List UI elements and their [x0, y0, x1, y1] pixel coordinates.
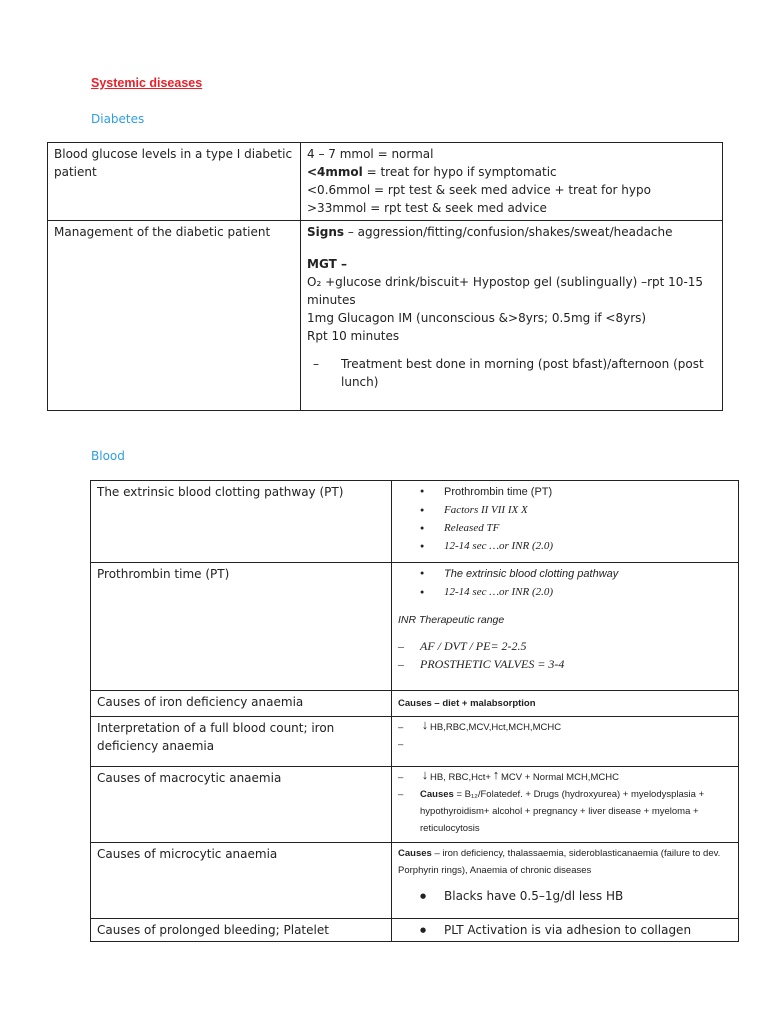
treatment-note: [307, 355, 716, 391]
list-item: ● Factors II VII IX X: [398, 501, 732, 519]
row-label: Causes of microcytic anaemia: [91, 843, 392, 919]
list-item: ● 12-14 sec …or INR (2.0): [398, 583, 732, 601]
list-item: ● PLT Activation is via adhesion to collagen: [398, 921, 732, 939]
hypo-threshold-line: <4mmol = treat for hypo if symptomatic: [307, 165, 557, 179]
glucose-levels-cell: [301, 143, 723, 221]
row-label: Prothrombin time (PT): [91, 563, 392, 691]
section-heading-diabetes: Diabetes: [91, 112, 145, 126]
causes-text: Causes – diet + malabsorption: [398, 698, 536, 709]
list-item: ● Released TF: [398, 519, 732, 537]
dash-glyph: –: [398, 789, 404, 800]
table-row: [91, 767, 739, 843]
dash-glyph: –: [398, 772, 404, 783]
section-heading-blood: Blood: [91, 449, 125, 463]
list-item: – ↓ HB, RBC,Hct+ ↑ MCV + Normal MCH,MCHC: [398, 769, 732, 786]
table-row: [91, 717, 739, 767]
extrinsic-pathway-cell: [392, 481, 739, 563]
mgt-line: 1mg Glucagon IM (unconscious &>8yrs; 0.5mg if <8yrs): [307, 311, 647, 325]
table-row: [91, 843, 739, 919]
list-item: ● Blacks have 0.5–1g/dl less HB: [398, 887, 732, 905]
table-row: [48, 221, 723, 411]
diabetes-table: [47, 142, 723, 411]
microcytic-cell: [392, 843, 739, 919]
high-threshold-line: >33mmol = rpt test & seek med advice: [307, 201, 547, 215]
list-item: – PROSTHETIC VALVES = 3-4: [398, 657, 565, 671]
management-cell: [301, 221, 723, 411]
table-row: [91, 481, 739, 563]
dash-glyph: –: [313, 357, 319, 371]
table-row: [91, 919, 739, 942]
platelet-cell: [392, 919, 739, 942]
page-title: Systemic diseases: [91, 76, 203, 90]
mgt-line: Rpt 10 minutes: [307, 329, 400, 343]
up-arrow-icon: ↑: [492, 767, 500, 782]
table-row: [91, 563, 739, 691]
blood-table: [90, 480, 739, 942]
causes-text: Causes – iron deficiency, thalassaemia, sideroblasticanaemia (failure to dev. Porphyrin rings), Anaemia of chronic diseases: [398, 848, 721, 876]
list-item: [398, 736, 732, 753]
macrocytic-cell: [392, 767, 739, 843]
fbc-cell: [392, 717, 739, 767]
treatment-note-text: Treatment best done in morning (post bfast)/afternoon (post lunch): [341, 357, 704, 389]
row-label: Causes of macrocytic anaemia: [91, 767, 392, 843]
hypo-threshold-value: <4mmol: [307, 165, 363, 179]
dash-glyph: –: [398, 722, 404, 733]
normal-range-line: 4 – 7 mmol = normal: [307, 147, 434, 161]
inr-heading: INR Therapeutic range: [398, 614, 505, 626]
row-label: [48, 221, 301, 411]
down-arrow-icon: ↓: [421, 767, 429, 782]
management-label: Management of the diabetic patient: [54, 225, 271, 239]
dash-glyph: –: [398, 739, 404, 750]
mgt-line: O₂ +glucose drink/biscuit+ Hypostop gel (sublingually) –rpt 10-15 minutes: [307, 275, 704, 307]
iron-deficiency-cell: [392, 691, 739, 717]
list-item: – Causes = B₁₂/Folatedef. + Drugs (hydroxyurea) + myelodysplasia + hypothyroidism+ alcohol + pregnancy + liver disease + myeloma + reticulocytosis: [398, 786, 732, 837]
dash-glyph: –: [398, 657, 404, 671]
dash-glyph: –: [398, 639, 404, 653]
low-threshold-line: <0.6mmol = rpt test & seek med advice + treat for hypo: [307, 183, 651, 197]
down-arrow-icon: ↓: [421, 717, 429, 732]
row-label: The extrinsic blood clotting pathway (PT): [91, 481, 392, 563]
table-row: [48, 143, 723, 221]
list-item: ● The extrinsic blood clotting pathway: [398, 565, 732, 583]
list-item: ● 12-14 sec …or INR (2.0): [398, 537, 732, 555]
row-label: Causes of prolonged bleeding; Platelet: [91, 919, 392, 942]
mgt-heading: MGT –: [307, 257, 347, 271]
list-item: ● Prothrombin time (PT): [398, 483, 732, 501]
list-item: – AF / DVT / PE= 2-2.5: [398, 639, 527, 653]
row-label: Causes of iron deficiency anaemia: [91, 691, 392, 717]
table-row: [91, 691, 739, 717]
row-label: [48, 143, 301, 221]
list-item: – ↓ HB,RBC,MCV,Hct,MCH,MCHC: [398, 719, 732, 736]
prothrombin-cell: [392, 563, 739, 691]
glucose-levels-label: Blood glucose levels in a type I diabetic patient: [54, 147, 293, 179]
row-label: Interpretation of a full blood count; iron deficiency anaemia: [91, 717, 392, 767]
signs-line: Signs – aggression/fitting/confusion/shakes/sweat/headache: [307, 225, 673, 239]
